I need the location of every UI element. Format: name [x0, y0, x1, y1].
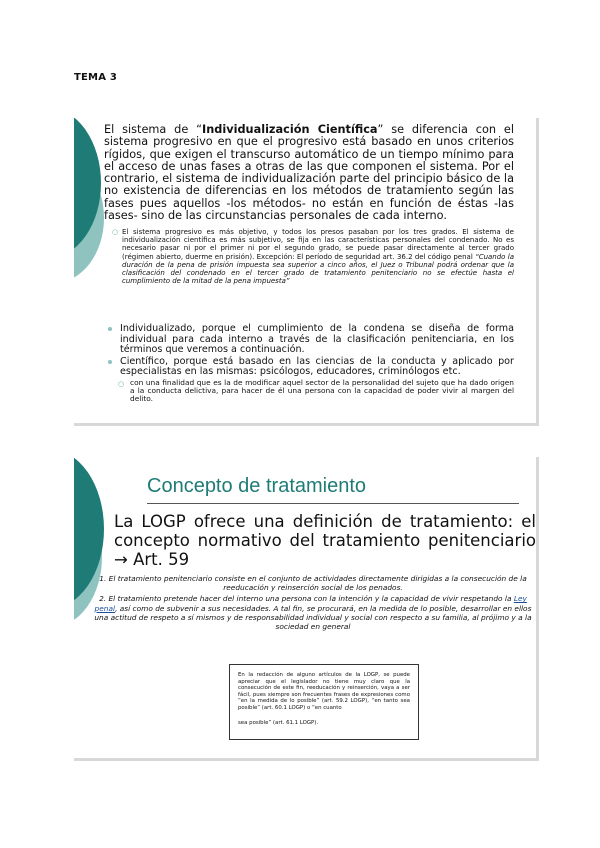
- slide-title: Concepto de tratamiento: [147, 475, 367, 497]
- quote2-rest: , así como de subvenir a sus necesidades. A tal fin, se procurará, en la medida de lo posible, desarrollar en ellos una actitud de respeto a sí mismos y de responsabilidad individual y social con respecto a su familia, al prójimo y a la sociedad en general: [94, 603, 532, 632]
- page-header: TEMA 3: [74, 72, 117, 83]
- main-text: La LOGP ofrece una definición de tratamiento: el concepto normativo del tratamiento penitenciario: [114, 512, 536, 550]
- slide-shadow: [536, 457, 539, 761]
- list-item: [108, 324, 514, 356]
- slide1-main-text: [104, 124, 514, 222]
- bullet-text: Científico, porque está basado en las ciencias de la conducta y aplicado por especialistas en las mismas: psicólogos, educadores, criminólogos etc.: [120, 355, 514, 378]
- box-paragraph-1: En la redacción de alguno artículos de la LOGP, se puede apreciar que el legislador no tiene muy claro que la consecución de este fin, reeducación y reinserción, vaya a ser fácil, pues siempre son frecuentes frases de expresiones como “en la medida de lo posible” (art. 59.2 LOGP), “en tanto sea posible” (art. 60.1 LOGP) o “en cuanto: [238, 672, 410, 711]
- slide2-main-text: [114, 512, 536, 569]
- quote-paragraph-2: [92, 594, 534, 631]
- slide-individualizacion: [74, 118, 539, 426]
- main-text-rest: ” se diferencia con el sistema progresivo en que el progresivo está basado en unos criterios rígidos, que exigen el transcurso automático de un tiempo mínimo para el acceso de unas fases a otras de las que componen el sistema. Por el contrario, el sistema de individualización parte del principio básico de la no existencia de diferencias en los métodos de tratamiento según las fases pues aquellos -los métodos- no están en función de éstas -las fases- sino de las circunstancias personales de cada interno.: [104, 123, 514, 223]
- slide-shadow: [74, 423, 539, 426]
- slide1-note: [112, 228, 514, 286]
- slide-concepto-tratamiento: [74, 457, 539, 761]
- sub-bullet-text: con una finalidad que es la de modificar aquel sector de la personalidad del sujeto que ha dado origen a la conducta delictiva, para hacer de él una persona con la capacidad de poder vivir al margen del delito.: [130, 377, 514, 404]
- bullet-text: Individualizado, porque el cumplimiento de la condena se diseña de forma individual para cada interno a través de la clasificación penitenciaria, en los términos que veremos a continuación.: [120, 323, 514, 356]
- box-paragraph-2: sea posible” (art. 61.1 LOGP).: [238, 719, 319, 726]
- commentary-box: [229, 664, 419, 740]
- circle-bullet-icon: ○: [118, 379, 125, 388]
- slide1-bullets: [108, 324, 514, 404]
- main-text-start: El sistema de “: [104, 123, 202, 136]
- list-item: [108, 357, 514, 378]
- note-plain: El sistema progresivo es más objetivo, y todos los presos pasaban por los tres grados. El sistema de individualización científica es más subjetivo, se fija en las características personales del condenado. No es necesario pasar ni por el primer ni por el segundo grado, se puede pasar directamente al tercer grado (régimen abierto, duerme en prisión). Excepción: El período de seguridad art. 36.2 del código penal: [122, 228, 514, 261]
- bullet-dot-icon: [108, 327, 112, 331]
- sub-list-item: [108, 379, 514, 404]
- bullet-dot-icon: [108, 360, 112, 364]
- note-italic: “Cuando la duración de la pena de prisión impuesta sea superior a cinco años, el Juez o Tribunal podrá ordenar que la clasificación del condenado en el tercer grado de tratamiento penitenciario no se efectúe hasta el cumplimiento de la mitad de la pena impuesta”: [122, 252, 514, 286]
- ley-penal-link[interactable]: Ley penal: [94, 594, 527, 613]
- quote-paragraph-1: 1. El tratamiento penitenciario consiste en el conjunto de actividades directamente dirigidas a la consecución de la reeducación y reinserción social de los penados.: [99, 574, 527, 593]
- quote2-start: 2. El tratamiento pretende hacer del interno una persona con la intención y la capacidad de vivir respetando la: [99, 594, 514, 604]
- article-ref: Art. 59: [127, 550, 190, 569]
- article-59-quote: [92, 574, 534, 633]
- slide-shadow: [536, 118, 539, 426]
- title-divider: [147, 503, 519, 504]
- slide-shadow: [74, 758, 539, 761]
- circle-bullet-icon: ○: [112, 228, 119, 236]
- arrow-right-icon: →: [114, 550, 128, 569]
- main-text-bold: Individualización Científica: [202, 123, 378, 136]
